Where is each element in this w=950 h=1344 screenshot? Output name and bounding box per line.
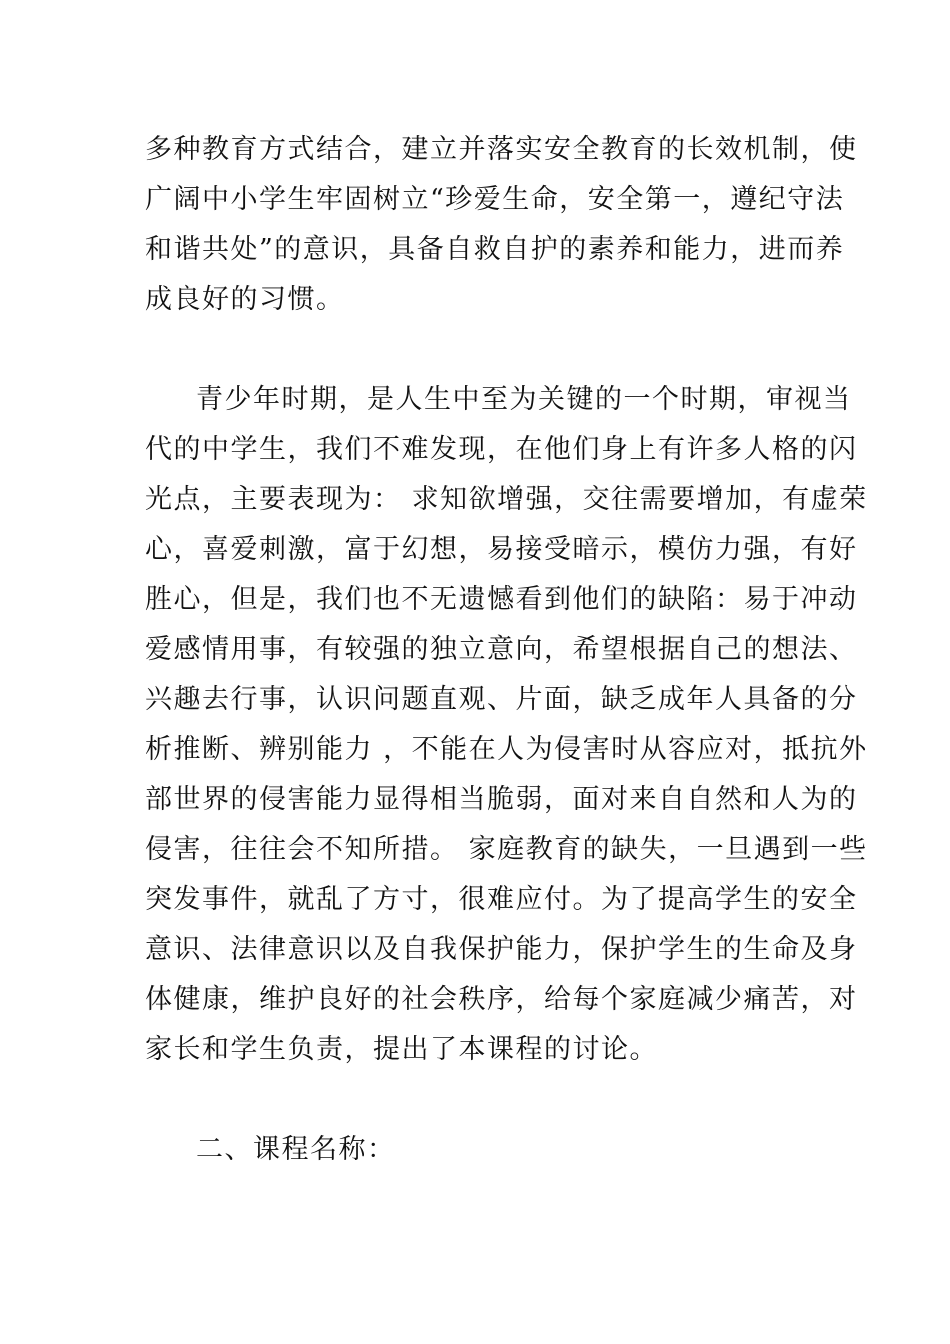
text-line: 突发事件，就乱了方寸，很难应付。为了提高学生的安全 — [145, 884, 858, 915]
text-line: 和谐共处”的意识，具备自救自护的素养和能力，进而养 — [145, 234, 845, 265]
text-line: 爱感情用事，有较强的独立意向，希望根据自己的想法、 — [145, 634, 858, 665]
text-line: 心，喜爱刺激，富于幻想，易接受暗示，模仿力强，有好 — [145, 534, 858, 565]
text-line: 代的中学生，我们不难发现，在他们身上有许多人格的闪 — [145, 434, 858, 465]
text-line: 广阔中小学生牢固树立“珍爱生命，安全第一，遵纪守法 — [145, 184, 845, 215]
text-line: 成良好的习惯。 — [145, 284, 345, 315]
text-line: 部世界的侵害能力显得相当脆弱，面对来自自然和人为的 — [145, 784, 858, 815]
section-heading: 二、课程名称： — [196, 1134, 396, 1165]
text-line: 多种教育方式结合，建立并落实安全教育的长效机制，使 — [145, 134, 858, 165]
text-line: 析推断、辨别能力 ，不能在人为侵害时从容应对，抵抗外 — [145, 734, 868, 765]
text-line: 兴趣去行事，认识问题直观、片面，缺乏成年人具备的分 — [145, 684, 858, 715]
text-line: 意识、法律意识以及自我保护能力，保护学生的生命及身 — [145, 934, 858, 965]
text-line: 胜心，但是，我们也不无遗憾看到他们的缺陷：易于冲动 — [145, 584, 858, 615]
text-line: 侵害，往往会不知所措。 家庭教育的缺失，一旦遇到一些 — [145, 834, 868, 865]
text-line: 青少年时期，是人生中至为关键的一个时期，审视当 — [196, 384, 852, 415]
text-line: 体健康，维护良好的社会秩序，给每个家庭减少痛苦，对 — [145, 984, 858, 1015]
text-line: 家长和学生负责，提出了本课程的讨论。 — [145, 1034, 658, 1065]
text-line: 光点，主要表现为： 求知欲增强，交往需要增加，有虚荣 — [145, 484, 868, 515]
